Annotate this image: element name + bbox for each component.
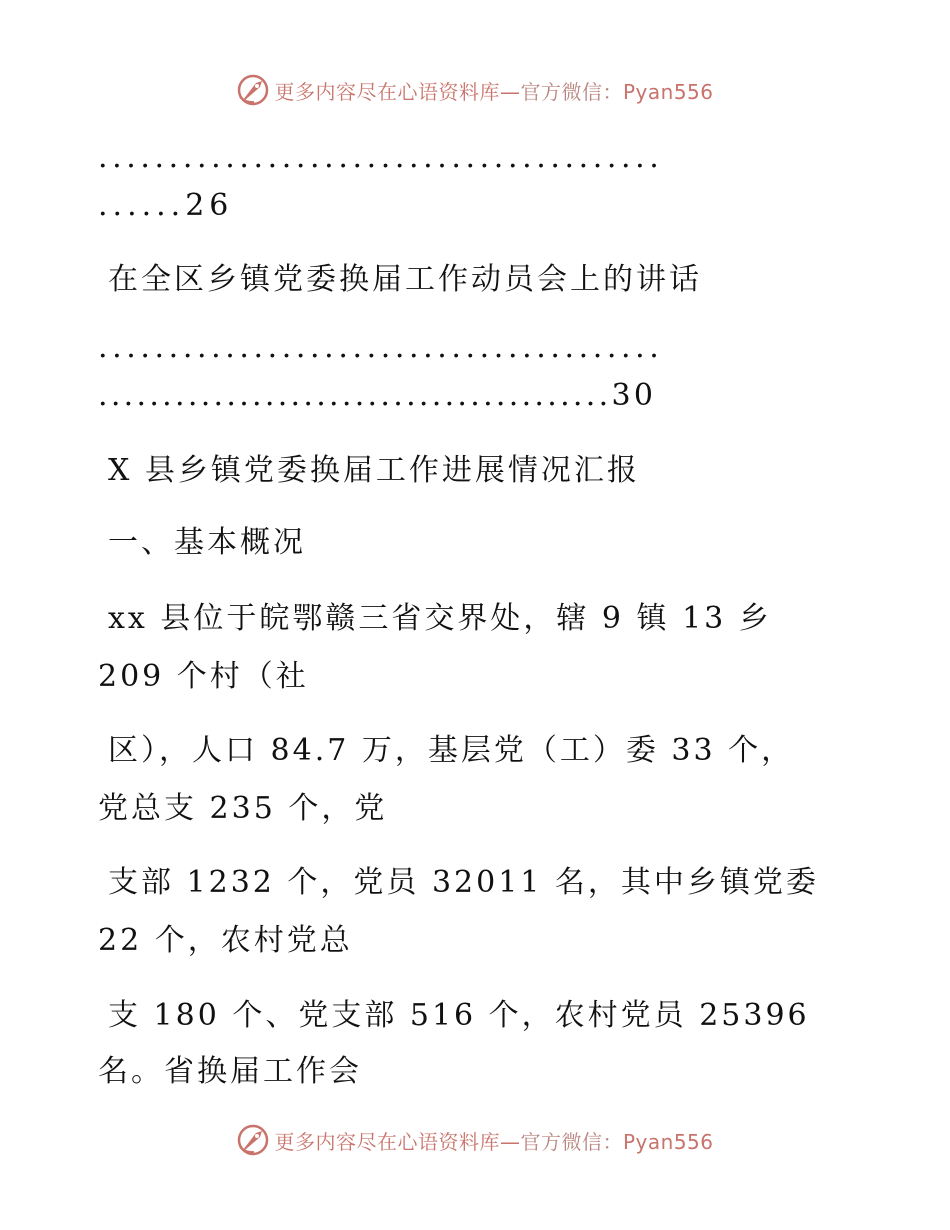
watermark-dash: —: [499, 1129, 521, 1154]
footer-watermark: [0, 1120, 950, 1160]
pen-nib-circle-icon: [236, 73, 270, 107]
watermark-dash: —: [499, 79, 521, 104]
paragraph-line: 支 180 个、党支部 516 个，农村党员 25396: [108, 998, 810, 1033]
toc-entry-title: 在全区乡镇党委换届工作动员会上的讲话: [108, 262, 702, 297]
paragraph-line: 党总支 235 个，党: [98, 791, 388, 826]
toc-leader-dots: ........................................: [98, 140, 664, 175]
watermark-main: 更多内容尽在心语资料库: [274, 79, 500, 104]
watermark-wechat-id: Pyan556: [622, 79, 714, 104]
paragraph-line: 22 个，农村党总: [98, 923, 353, 958]
paragraph-line: xx 县位于皖鄂赣三省交界处，辖 9 镇 13 乡: [108, 601, 772, 636]
watermark-wechat-label: 官方微信：: [520, 1129, 623, 1154]
header-watermark: [0, 70, 950, 110]
paragraph-line: 名。省换届工作会: [98, 1054, 362, 1089]
watermark-wechat-id: Pyan556: [622, 1129, 714, 1154]
watermark-wechat-label: 官方微信：: [520, 79, 623, 104]
paragraph-line: 区），人口 84.7 万，基层党（工）委 33 个，: [108, 733, 795, 768]
watermark-main: 更多内容尽在心语资料库: [274, 1129, 500, 1154]
watermark-text: [274, 76, 713, 105]
watermark-text: [274, 1126, 713, 1155]
paragraph-line: 209 个村（社: [98, 659, 309, 694]
toc-leader-dots-2: ........................................: [98, 330, 664, 365]
document-title: X 县乡镇党委换届工作进展情况汇报: [108, 453, 640, 488]
toc-leader-page-26: ......26: [98, 188, 234, 223]
toc-leader-page-30: ........................................30: [98, 378, 657, 413]
paragraph-line: 支部 1232 个，党员 32011 名，其中乡镇党委: [108, 865, 819, 900]
section-heading: 一、基本概况: [108, 525, 306, 560]
pen-nib-circle-icon: [236, 1123, 270, 1157]
